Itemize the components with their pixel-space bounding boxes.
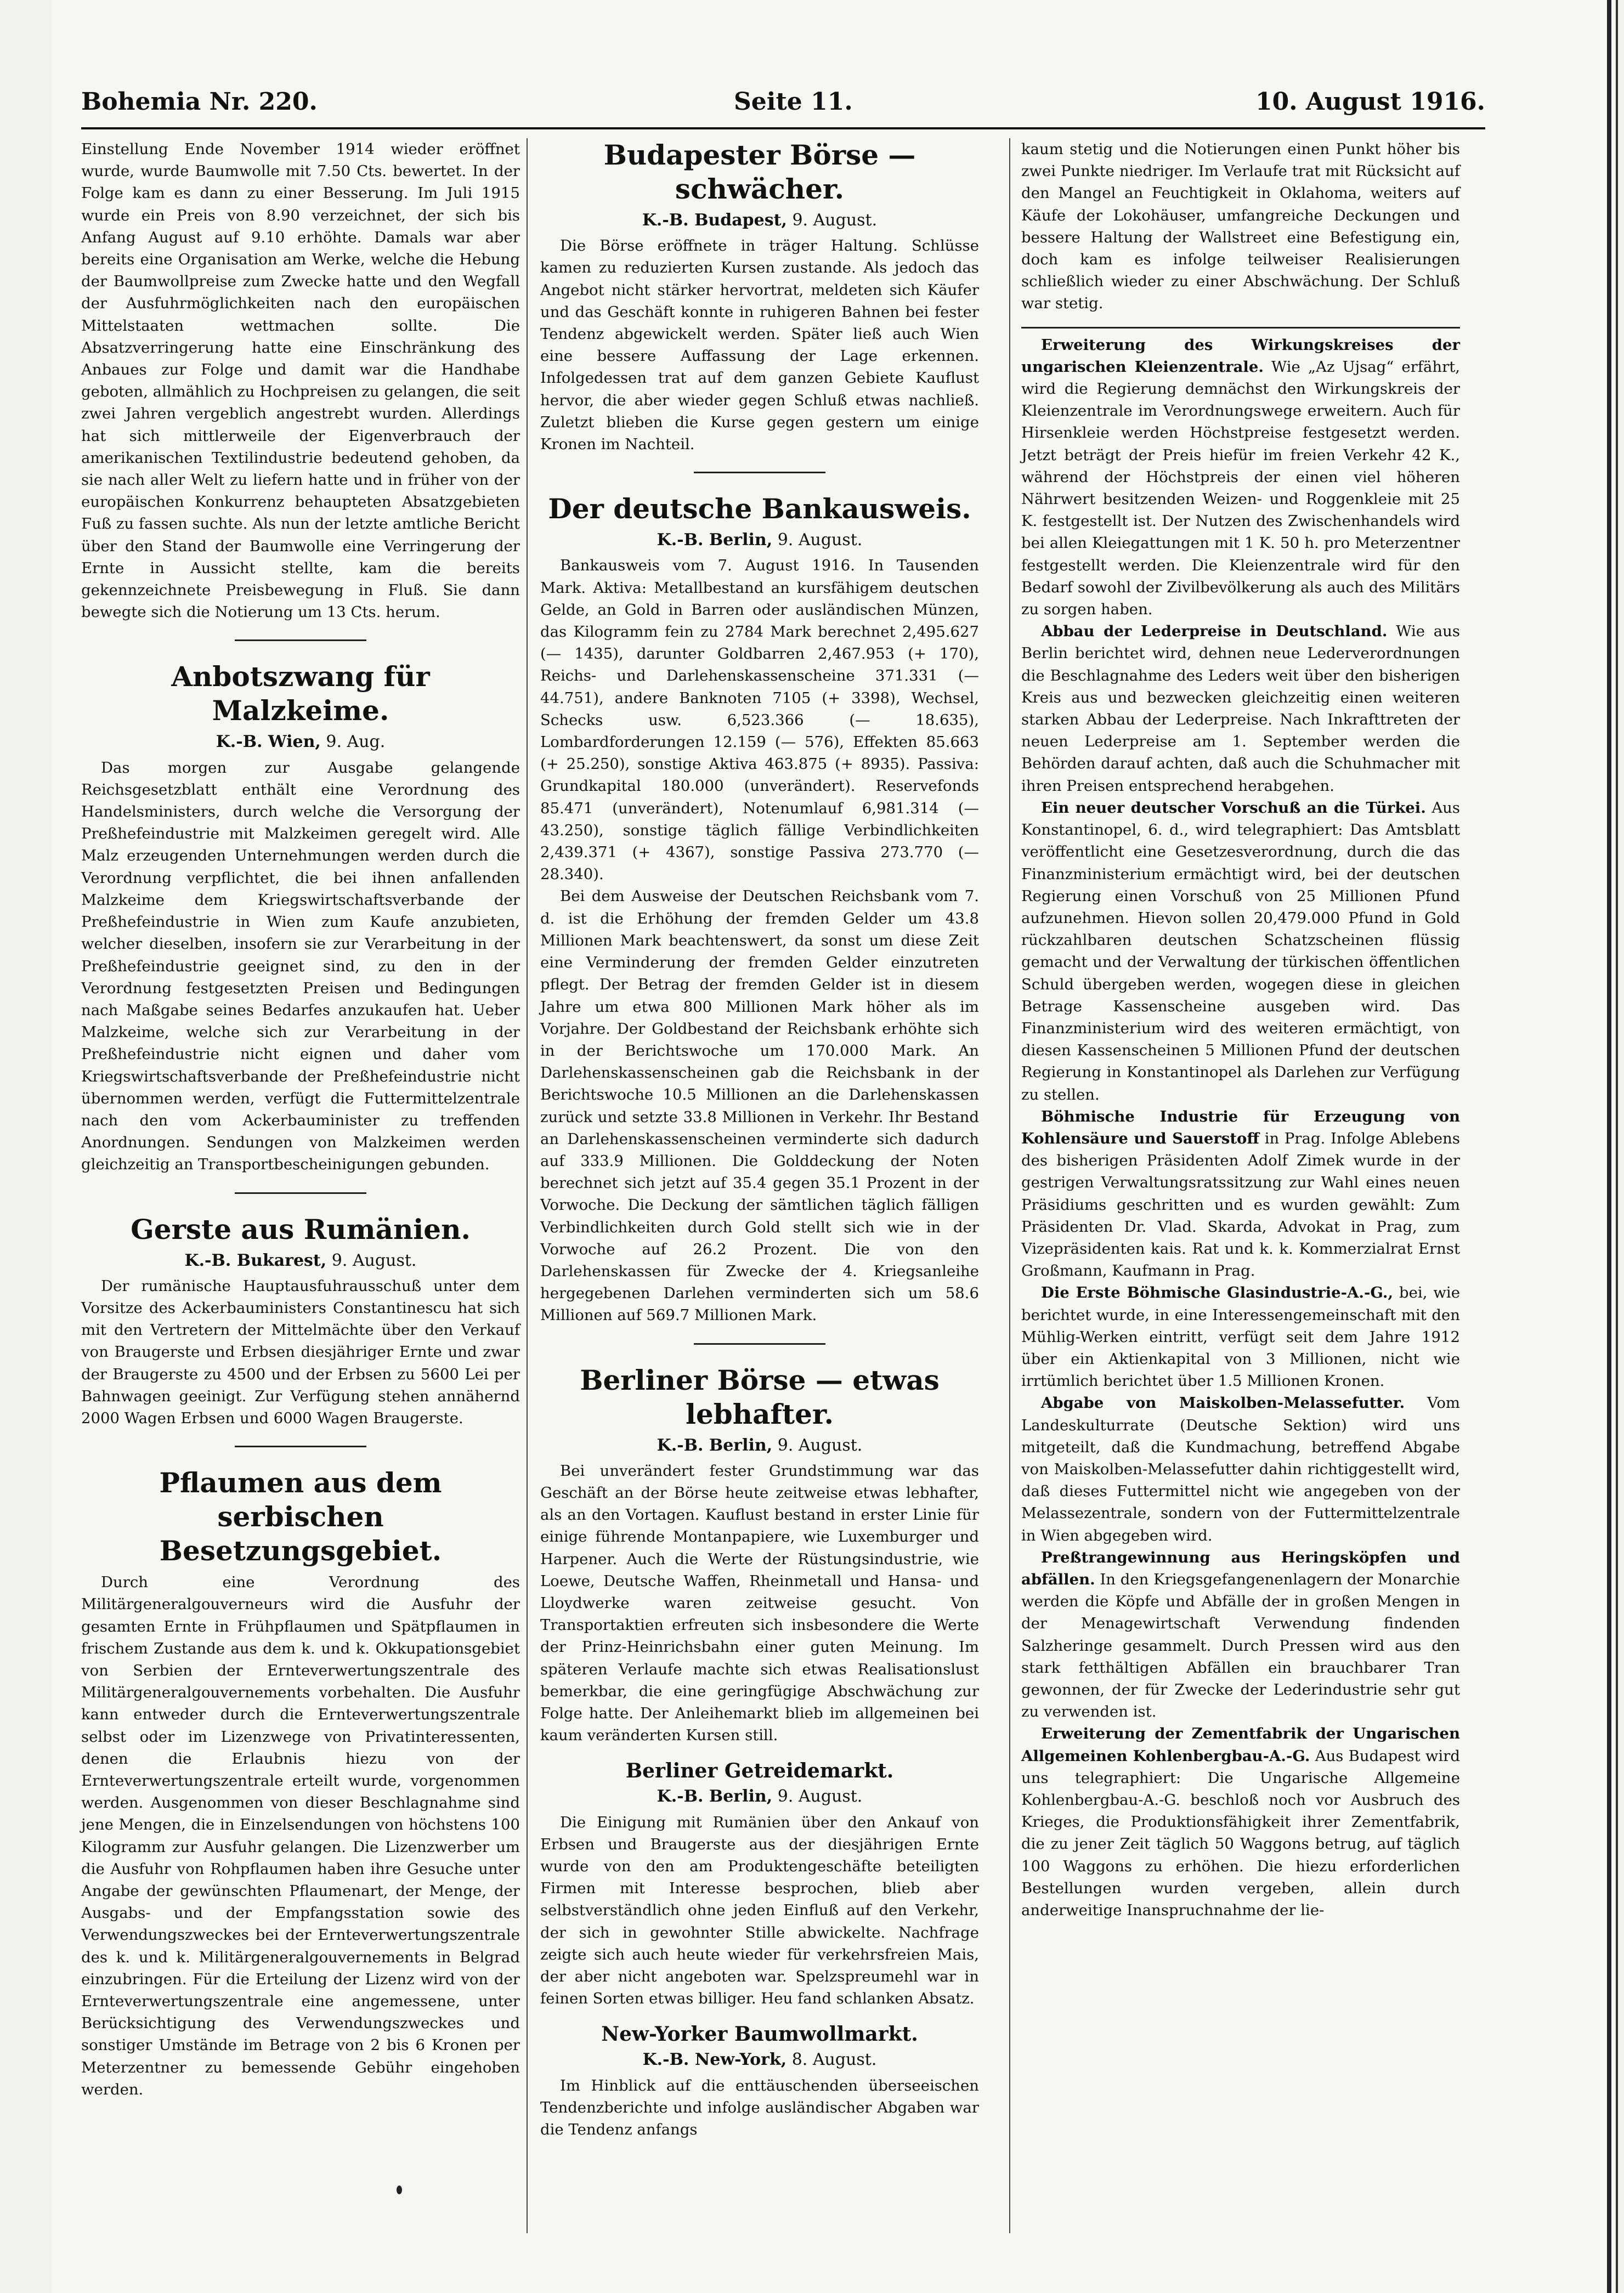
article-paragraph: Bankausweis vom 7. August 1916. In Tausenden Mark. Aktiva: Metallbestand an kursfähigem deutschen Gelde, an Gold in Barren oder ausländischen Münzen, das Kilogramm fein zu 2784 Mark berechnet 2,495.627 (— 1435), darunter Goldbarren 2,467.953 (+ 170), Reichs- und Darlehenskassenscheine 371.331 (— 44.751), andere Banknoten 7105 (+ 3398), Wechsel, Schecks usw. 6,523.366 (— 18.635), Lombardforderungen 12.159 (— 576), Effekten 85.663 (+ 25.250), sonstige Aktiva 463.875 (+ 8935). Passiva: Grundkapital 180.000 (unverändert). Reservefonds 85.471 (unverändert), Notenumlauf 6,981.314 (— 43.250), sonstige täglich fällige Verbindlichkeiten 2,439.371 (+ 4367), sonstige Passiva 273.770 (— 28.340). — [540, 557, 979, 884]
news-item-text: Aus Konstantinopel, 6. d., wird telegraphiert: Das Amtsblatt veröffentlicht eine Gesetzesverordnung, durch die das Finanzministerium ermächtigt wird, bei der deutschen Regierung einen Vorschuß von 25 Millionen Pfund aufzunehmen. Hievon sollen 20,479.000 Pfund in Gold rückzahlbaren deutschen Schatzscheinen flüssig gemacht und der Verwaltung der türkischen öffentlichen Schuld übergeben werden, wogegen diese in gleichen Betrage Kassenscheine ausgeben wird. Das Finanzministerium wird des weiteren ermächtigt, von diesen Kassenscheinen 5 Millionen Pfund der deutschen Regierung in Konstantinopel als Darlehen zur Verfügung zu stellen. — [1021, 799, 1460, 1103]
article-paragraph: Einstellung Ende November 1914 wieder eröffnet wurde, wurde Baumwolle mit 7.50 Cts. bewertet. In der Folge kam es dann zu einer Besserung. Im Juli 1915 wurde ein Preis von 8.90 verzeichnet, der sich bis Anfang August auf 9.10 erhöhte. Damals war aber bereits eine Organisation am Werke, welche die Hebung der Baumwollpreise zum Zwecke hatte und den Wegfall der Ausfuhrmöglichkeiten nach den europäischen Mittelstaaten wettmachen sollte. Die Absatzverringerung hatte eine Einschränkung des Anbaues zur Folge und damit war die Handhabe geboten, allmählich zu Hochpreisen zu gelangen, die seit zwei Jahren vergeblich angestrebt wurden. Allerdings hat sich mittlerweile der Eigenverbrauch der amerikanischen Textilindustrie bedeutend gehoben, da sie nach aller Welt zu liefern hatte und in früher von der europäischen Konkurrenz behaupteten Absatzgebieten Fuß zu fassen suchte. Als nun der letzte amtliche Bericht über den Stand der Baumwolle eine Verringerung der Ernte in Aussicht stellte, kam die bereits gekennzeichnete Preisbewegung in Fluß. Sie dann bewegte sich die Notierung um 13 Cts. herum. — [81, 140, 520, 621]
header-rule — [81, 127, 1485, 129]
headline-budapester-boerse: Budapester Börse — schwächer. — [603, 139, 916, 205]
news-item — [1021, 1547, 1460, 1723]
article-paragraph: Der rumänische Hauptausfuhrausschuß unter dem Vorsitze des Ackerbauministers Constantinescu hat sich mit den Vertretern der Mittelmächte über den Verkauf von Braugerste und Erbsen diesjähriger Ernte und zwar der Braugerste zu 4500 und der Erbsen zu 5600 Lei per Bahnwagen geeinigt. Zur Verfügung stehen annähernd 2000 Wagen Erbsen und 6000 Wagen Braugerste. — [81, 1277, 520, 1427]
dateline-place: K.-B. Wien, — [216, 732, 321, 752]
headline-berliner-boerse: Berliner Börse — etwas lebhafter. — [580, 1363, 940, 1430]
article-paragraph: Bei unverändert fester Grundstimmung war das Geschäft an der Börse heute zeitweise etwas lebhafter, als an den Vortagen. Kauflust bestand in erster Linie für einige führende Montanpapiere, wie Luxemburger und Harpener. Auch die Werte der Rüstungsindustrie, wie Loewe, Deutsche Waffen, Rheinmetall und Hansa- und Lloydwerke waren zeitweise gesucht. Von Transportaktien erfreuten sich insbesondere die Werte der Prinz-Heinrichsbahn einer guten Meinung. Im späteren Verlaufe machte sich etwas Realisationslust bemerkbar, die eine geringfügige Abschwächung zur Folge hatte. Der Anleihemarkt blieb im allgemeinen bei kaum veränderten Kursen still. — [540, 1462, 979, 1745]
news-item-title: Böhmische Industrie für Erzeugung von Kohlensäure und Sauerstoff — [1021, 1107, 1460, 1147]
article-paragraph: Das morgen zur Ausgabe gelangende Reichsgesetzblatt enthält eine Verordnung des Handelsministers, durch welche die Versorgung der Preßhefeindustrie mit Malzkeimen geregelt wird. Alle Malz erzeugenden Unternehmungen werden durch die Verordnung verpflichtet, die bei ihnen anfallenden Malzkeime dem Kriegswirtschaftsverbande der Preßhefeindustrie in Wien zum Kaufe anzubieten, welcher dieselben, insofern sie zur Verarbeitung in der Preßhefeindustrie geeignet sind, zu den in der Verordnung festgesetzten Preisen und Bedingungen nach Maßgabe seines Bedarfes anzukaufen hat. Ueber Malzkeime, welche sich zur Verarbeitung in der Preßhefeindustrie nicht eignen und daher vom Kriegswirtschaftsverbande der Preßhefeindustrie nicht übernommen werden, verfügt die Futtermittelzentrale nach den vom Ackerbauminister zu treffenden Anordnungen. Sendungen von Malzkeimen werden gleichzeitig an Transportbescheinigungen gebunden. — [81, 758, 520, 1174]
news-item-title: Preßtrangewinnung aus Heringsköpfen und abfällen. — [1021, 1548, 1460, 1588]
headline-gerste: Gerste aus Rumänien. — [131, 1213, 471, 1245]
headline-baumwollmarkt: New-Yorker Baumwollmarkt. — [601, 2023, 918, 2046]
dateline-date: 9. August. — [331, 1250, 417, 1270]
news-item — [1021, 620, 1460, 797]
article-paragraph: kaum stetig und die Notierungen einen Punkt höher bis zwei Punkte niedriger. Im Verlaufe trat mit Rücksicht auf den Mangel an Feuchtigkeit in Oklahoma, weiters auf Käufe der Lokohäuser, umfangreiche Deckungen und bessere Haltung der Wallstreet eine Befestigung ein, doch kam es infolge teilweiser Realisierungen schließlich wieder zu einer Abschwächung. Der Schluß war stetig. — [1021, 140, 1460, 313]
news-item-title: Abgabe von Maiskolben-Melassefutter. — [1041, 1394, 1405, 1412]
dateline — [540, 210, 979, 231]
news-item-text: Aus Budapest wird uns telegraphiert: Die Ungarische Allgemeine Kohlenbergbau-A.-G. beschloß noch vor Ausbruch des Krieges, die Produktionsfähigkeit ihrer Zementfabrik, die zu jener Zeit täglich 50 Waggons betrug, auf täglich 100 Waggons zu erhöhen. Die hiezu erforderlichen Bestellungen wurden vergeben, allein durch anderweitige Inanspruchnahme der lie- — [1021, 1747, 1460, 1920]
news-item-text: bei, wie berichtet wurde, in eine Interessengemeinschaft mit den Mühlig-Werken eintritt, verfügt seit dem Jahre 1912 über ein Aktienkapital von 3 Millionen, nicht wie irrtümlich berichtet über 1.5 Millionen Kronen. — [1021, 1284, 1460, 1390]
news-item-text: Wie aus Berlin berichtet wird, dehnen neue Lederverordnungen die Beschlagnahme des Leders weit über den bisherigen Kreis aus und bezwecken gleichzeitig einen weiteren starken Abbau der Lederpreise. Nach Inkrafttreten der neuen Lederpreise am 1. September werden die Behörden darauf achten, daß auch die Schuhmacher mit ihren Preisen entsprechend herabgehen. — [1021, 622, 1460, 795]
news-item — [1021, 334, 1460, 621]
dateline — [81, 1250, 520, 1272]
separator — [235, 1192, 366, 1194]
news-item — [1021, 797, 1460, 1106]
dateline — [540, 2049, 979, 2071]
dateline-place: K.-B. New-York, — [642, 2050, 787, 2070]
dateline-place: K.-B. Budapest, — [642, 211, 787, 230]
right-border-line-outer — [1616, 0, 1618, 2293]
dateline-date: 9. August. — [777, 530, 863, 550]
dateline-date: 8. August. — [791, 2050, 877, 2070]
article-paragraph: Die Einigung mit Rumänien über den Ankauf von Erbsen und Braugerste aus der diesjährigen Ernte wurde von den am Produktengeschäfte beteiligten Firmen mit Interesse besprochen, blieb aber selbstverständlich ohne jeden Einfluß auf den Verkehr, der sich in gewohnter Stille abwickelte. Nachfrage zeigte sich auch heute wieder für verkehrsfreien Mais, der aber nicht angeboten war. Spelzspreumehl war in feinen Sorten etwas billiger. Heu fand schlanken Absatz. — [540, 1813, 979, 2008]
dateline-place: K.-B. Berlin, — [657, 1787, 773, 1807]
separator — [694, 472, 825, 473]
news-item-text: Wie „Az Ujsag“ erfährt, wird die Regierung demnächst den Wirkungskreis der Kleienzentrale im Verordnungswege erweitern. Auch für Hirsenkleie werden Höchstpreise festgesetzt werden. Jetzt beträgt der Preis hiefür im freien Verkehr 42 K., während der Höchstpreis der einen viel höheren Nährwert besitzenden Weizen- und Roggenkleie mit 25 K. festgestellt ist. Der Nutzen des Zwischenhandels wird bei allen Kleiegattungen mit 1 K. 50 h. pro Meterzentner festgestellt werden. Die Kleienzentrale wird für den Bedarf sowohl der Zivilbevölkerung als auch des Militärs zu sorgen haben. — [1021, 358, 1461, 619]
news-item-title: Erweiterung des Wirkungskreises der ungarischen Kleienzentrale. — [1021, 336, 1460, 376]
right-border-line — [1607, 0, 1611, 2293]
headline-malzkeime: Anbotszwang für Malzkeime. — [171, 660, 430, 727]
dateline-date: 9. August. — [777, 1435, 863, 1455]
news-item-text: In den Kriegsgefangenenlagern der Monarchie werden die Köpfe und Abfälle der in großen Mengen in der Menagewirtschaft Verwendung findenden Salzheringe gesammelt. Durch Pressen wird aus den stark fetthältigen Abfällen ein brauchbarer Tran gewonnen, der für Zwecke der Lederindustrie sehr gut zu verwenden ist. — [1021, 1571, 1460, 1721]
dateline-place: K.-B. Berlin, — [657, 530, 773, 550]
column-3 — [1021, 138, 1460, 1921]
news-item — [1021, 1106, 1460, 1282]
header-issue: Bohemia Nr. 220. — [81, 88, 318, 116]
column-divider-2 — [1009, 138, 1010, 2233]
dateline — [540, 1786, 979, 1808]
headline-getreidemarkt: Berliner Getreidemarkt. — [625, 1759, 894, 1783]
ink-spot — [397, 2186, 402, 2194]
article-paragraph: Im Hinblick auf die enttäuschenden überseeischen Tendenzberichte und infolge ausländischer Abgaben war die Tendenz anfangs — [540, 2076, 979, 2139]
dateline-date: 9. August. — [792, 211, 878, 230]
headline-bankausweis: Der deutsche Bankausweis. — [548, 492, 971, 525]
news-item-text: Vom Landeskulturrate (Deutsche Sektion) wird uns mitgeteilt, daß die Kundmachung, betreffend Abgabe von Maiskolben-Melassefutter dahin richtiggestellt wird, daß dieses Futtermittel nicht wie angegeben von der Melassezentrale, sondern von der Futtermittelzentrale in Wien abgegeben wird. — [1021, 1394, 1460, 1544]
dateline — [540, 529, 979, 551]
news-item-text: in Prag. Infolge Ablebens des bisherigen Präsidenten Adolf Zimek wurde in der gestrigen Verwaltungsratssitzung zur Wahl eines neuen Präsidiums geschritten und es wurden gewählt: Zum Präsidenten Dr. Vlad. Skarda, Advokat in Prag, zum Vizepräsidenten kais. Rat und k. k. Kommerzialrat Ernst Großmann, Kaufmann in Prag. — [1021, 1129, 1460, 1280]
header-date: 10. August 1916. — [1255, 88, 1485, 116]
dateline-place: K.-B. Bukarest, — [184, 1250, 327, 1270]
news-item — [1021, 1282, 1460, 1392]
article-paragraph: Bei dem Ausweise der Deutschen Reichsbank vom 7. d. ist die Erhöhung der fremden Gelder um 43.8 Millionen Mark beachtenswert, da sonst um diese Zeit eine Verminderung der fremden Gelder einzutreten pflegt. Der Betrag der fremden Gelder ist in diesem Jahre um etwa 800 Millionen Mark höher als im Vorjahre. Der Goldbestand der Reichsbank erhöhte sich in der Berichtswoche um 170.000 Mark. An Darlehenskassenscheinen gab die Reichsbank in der Berichtswoche 10.5 Millionen an die Darlehenskassen zurück und setzte 33.8 Millionen in Verkehr. Ihr Bestand an Darlehenskassenscheinen verminderte sich dadurch auf 333.9 Millionen. Die Golddeckung der Noten berechnet sich jetzt auf 35.4 gegen 35.1 Prozent in der Vorwoche. Die Deckung der sämtlichen täglich fälligen Verbindlichkeiten durch Gold stellt sich wie in der Vorwoche auf 26.2 Prozent. Die von den Darlehenskassen für Zwecke der 4. Kriegsanleihe hergegebenen Darlehen verminderten sich um 58.6 Millionen auf 569.7 Millionen Mark. — [540, 887, 979, 1324]
news-item-title: Die Erste Böhmische Glasindustrie-A.-G., — [1041, 1284, 1394, 1302]
article-paragraph: Die Börse eröffnete in träger Haltung. Schlüsse kamen zu reduzierten Kursen zustande. Als jedoch das Angebot nicht stärker hervortrat, meldeten sich Käufer und das Geschäft konnte in ruhigeren Bahnen bei fester Tendenz abgewickelt werden. Später ließ auch Wien eine bessere Auffassung der Lage erkennen. Infolgedessen trat auf dem ganzen Gebiete Kauflust hervor, die aber wieder gegen Schluß etwas nachließ. Zuletzt blieben die Kurse gegen gestern um einige Kronen im Nachteil. — [540, 237, 979, 454]
news-item — [1021, 1723, 1460, 1921]
dateline — [540, 1435, 979, 1457]
separator — [694, 1343, 825, 1345]
news-item-title: Erweiterung der Zementfabrik der Ungarischen Allgemeinen Kohlenbergbau-A.-G. — [1021, 1725, 1460, 1765]
dateline-date: 9. August. — [777, 1787, 863, 1807]
column-1 — [81, 138, 520, 2100]
dateline-date: 9. Aug. — [326, 732, 386, 752]
news-item-title: Abbau der Lederpreise in Deutschland. — [1041, 622, 1388, 641]
headline-pflaumen: Pflaumen aus dem serbischen Besetzungsgebiet. — [159, 1467, 442, 1567]
news-item-title: Ein neuer deutscher Vorschuß an die Türkei. — [1041, 799, 1426, 817]
column-2 — [540, 138, 979, 2141]
separator — [235, 1446, 366, 1447]
separator — [235, 639, 366, 641]
news-item — [1021, 1392, 1460, 1546]
dateline-place: K.-B. Berlin, — [657, 1435, 773, 1455]
article-paragraph: Durch eine Verordnung des Militärgeneralgouverneurs wird die Ausfuhr der gesamten Ernte in Frühpflaumen und Spätpflaumen in frischem Zustande aus dem k. und k. Okkupationsgebiet von Serbien der Ernteverwertungszentrale des Militärgeneralgouvernements vorbehalten. Die Ausfuhr kann entweder durch die Ernteverwertungszentrale selbst oder im Lizenzwege von Privatinteressenten, denen die Erlaubnis hiezu von der Ernteverwertungszentrale erteilt wurde, vorgenommen werden. Ausgenommen von dieser Beschlagnahme sind jene Mengen, die in Einzelsendungen von höchstens 100 Kilogramm zur Ausfuhr gelangen. Die Lizenzwerber um die Ausfuhr von Rohpflaumen haben ihre Gesuche unter Angabe der gewünschten Pflaumenart, der Menge, der Ausgabs- und der Empfangsstation sowie des Verwendungszweckes bei der Ernteverwertungszentrale des k. und k. Militärgeneralgouvernements in Belgrad einzubringen. Für die Erteilung der Lizenz wird von der Ernteverwertungszentrale eine angemessene, unter Berücksichtigung des Verwendungszweckes und sonstiger Umstände im Betrage von 2 bis 6 Kronen per Meterzentner zu bemessende Gebühr eingehoben werden. — [81, 1573, 520, 2098]
separator — [1021, 327, 1460, 329]
column-divider-1 — [527, 138, 528, 2233]
page-header — [81, 88, 1485, 121]
header-page-number: Seite 11. — [734, 88, 853, 116]
dateline — [81, 731, 520, 753]
